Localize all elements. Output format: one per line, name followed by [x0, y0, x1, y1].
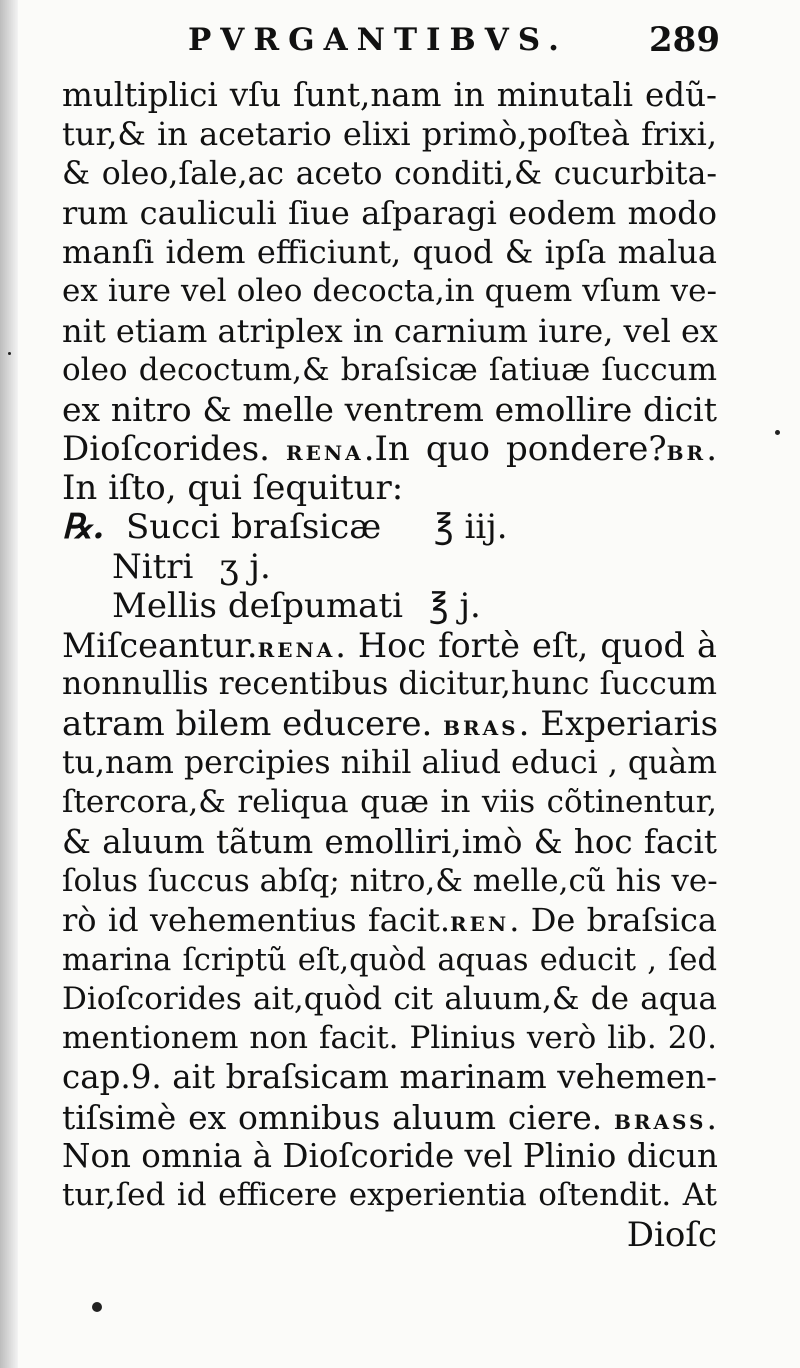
dialogue-line: [62, 901, 717, 940]
page-header: [60, 18, 720, 74]
ingredient-dose: ℥ iij.: [434, 507, 508, 548]
page-number: 289: [649, 20, 720, 60]
recipe-line: [62, 508, 717, 547]
text-line: cap.9. ait braſsicam marinam vehemen-: [62, 1058, 717, 1097]
dialogue-text: Dioſcorides.: [62, 428, 270, 469]
text-line: Dioſcorides ait,quòd cit aluum,& de aqua: [62, 980, 717, 1017]
text-line: oleo decoctum,& braſsicæ ſatiuæ ſuccum: [62, 352, 717, 389]
dialogue-text: . Experiaris: [518, 703, 719, 744]
dialogue-text: Miſceantur.: [62, 626, 258, 666]
speaker-label: BR: [666, 440, 707, 465]
text-line: tu,nam percipies nihil aliud educi , quàm: [62, 745, 717, 782]
ingredient-dose: ʒ j.: [219, 546, 271, 587]
ink-speck: [775, 430, 780, 435]
dialogue-text: atram bilem educere.: [62, 703, 433, 744]
text-line: tur,& in acetario elixi primò,poſteà frixi,: [62, 115, 717, 154]
recipe-line: [62, 548, 717, 587]
speaker-label: RENA: [286, 440, 364, 465]
text-line: mentionem non facit. Plinius verò lib. 20.: [62, 1020, 717, 1057]
text-line: tur,ſed id efficere experientia oſtendit. At: [62, 1177, 717, 1214]
text-line: ex nitro & melle ventrem emollire dicit: [62, 390, 717, 430]
dialogue-text: .In quo pondere?: [363, 428, 667, 469]
dialogue-line: [62, 626, 717, 665]
dialogue-line: [62, 430, 717, 469]
catchword: Dioſc: [626, 1214, 717, 1255]
text-line: marina ſcriptũ eſt,quòd aquas educit , ſed: [62, 942, 717, 978]
ingredient-name: Succi braſsicæ: [126, 507, 382, 548]
dialogue-text: .: [706, 1097, 717, 1137]
text-line: Non omnia à Dioſcoride vel Plinio dicun: [62, 1137, 718, 1176]
running-head: PVRGANTIBVS.: [188, 22, 568, 58]
text-line: multiplici vſu ſunt,nam in minutali edũ-: [62, 76, 717, 114]
text-line: nonnullis recentibus dicitur,hunc ſuccum: [62, 666, 717, 703]
speaker-label: BRASS: [614, 1109, 707, 1134]
ingredient-name: Mellis deſpumati: [112, 585, 403, 626]
dialogue-line: [62, 705, 717, 744]
text-line: ex iure vel oleo decocta,in quem vſum ve-: [62, 273, 717, 310]
text-line: ſtercora,& reliqua quæ in viis cõtinentur,: [62, 784, 717, 821]
dialogue-text: . Hoc fortè eſt, quod à: [335, 626, 717, 666]
ingredient-name: Nitri: [112, 546, 194, 587]
recipe-line: [62, 587, 717, 626]
speaker-label: REN: [450, 912, 510, 937]
body-text: [62, 76, 717, 1255]
dialogue-text: . De braſsica: [509, 901, 718, 940]
text-line: nit etiam atriplex in carnium iure, vel ex: [62, 311, 718, 350]
dialogue-text: .: [706, 428, 717, 469]
dialogue-text: rò id vehementius facit.: [62, 901, 451, 940]
text-line: & aluum tãtum emolliri,imò & hoc facit: [62, 822, 717, 861]
text-line: rum cauliculi ſiue aſparagi eodem modo: [62, 193, 717, 232]
text-line: & oleo,ſale,ac aceto conditi,& cucurbita-: [62, 155, 717, 192]
ink-speck: [8, 352, 11, 355]
text-line: In iſto, qui ſequitur:: [62, 467, 404, 508]
speaker-label: BRAS: [443, 715, 519, 740]
text-line: ſolus ſuccus abſq; nitro,& melle,cũ his ve-: [62, 862, 718, 899]
dialogue-line: [62, 1098, 717, 1137]
speaker-label: RENA: [257, 638, 336, 663]
text-line: manſi idem efficiunt, quod & ipſa malua: [62, 233, 717, 272]
ink-spot: [92, 1302, 102, 1312]
dialogue-text: tiſsimè ex omnibus aluum ciere.: [62, 1097, 603, 1137]
ingredient-dose: ℥ j.: [429, 585, 481, 626]
page-gutter-shadow: [0, 0, 18, 1368]
recipe-symbol: ℞.: [62, 507, 105, 548]
